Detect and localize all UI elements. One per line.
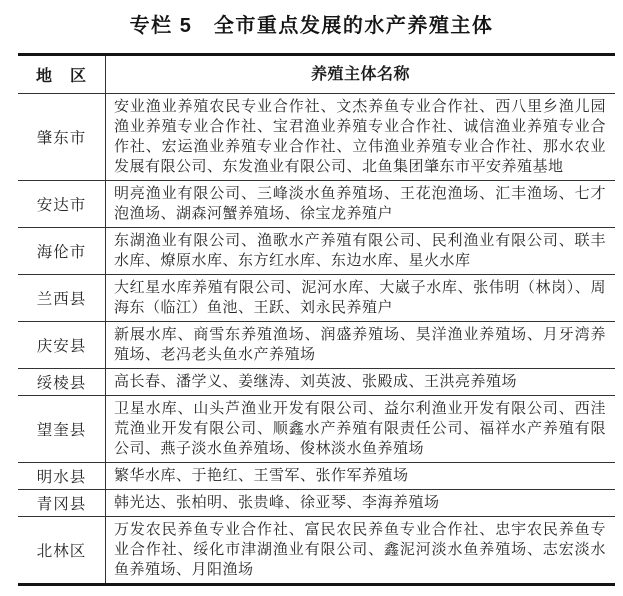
entities-cell: 大红星水库养殖有限公司、泥河水库、大崴子水库、张伟明（林岗）、周海东（临江）鱼池、王跃、刘永民养殖户 <box>114 280 606 316</box>
entities-cell: 繁华水库、于艳红、王雪军、张作军养殖场 <box>114 468 409 484</box>
region-cell: 兰西县 <box>18 275 106 321</box>
region-cell: 海伦市 <box>18 228 106 274</box>
page-title: 专栏 5 全市重点发展的水产养殖主体 <box>129 15 494 37</box>
region-cell: 安达市 <box>18 181 106 227</box>
table-header-row <box>18 56 615 93</box>
table-row-wangkui <box>18 395 615 462</box>
region-cell: 绥棱县 <box>18 369 106 395</box>
table-row-anda <box>18 180 615 227</box>
table-row-qingan <box>18 321 615 368</box>
region-cell: 明水县 <box>18 463 106 489</box>
entities-cell: 万发农民养鱼专业合作社、富民农民养鱼专业合作社、忠宇农民养鱼专业合作社、绥化市津湖渔业有限公司、鑫泥河淡水鱼养殖场、志宏淡水鱼养殖场、月阳渔场 <box>114 522 606 578</box>
table-row-beilin <box>18 516 615 583</box>
entities-cell: 明亮渔业有限公司、三峰淡水鱼养殖场、王花泡渔场、汇丰渔场、七才泡渔场、湖森河蟹养殖场、徐宝龙养殖户 <box>114 186 606 222</box>
entities-cell: 东湖渔业有限公司、渔歌水产养殖有限公司、民利渔业有限公司、联丰水库、燎原水库、东方红水库、东边水库、星火水库 <box>114 233 606 269</box>
region-cell: 青冈县 <box>18 490 106 516</box>
table-row-hailun <box>18 227 615 274</box>
region-cell: 肇东市 <box>18 94 106 180</box>
region-cell: 北林区 <box>18 517 106 583</box>
entities-cell: 韩光达、张柏明、张贵峰、徐亚琴、李海养殖场 <box>114 495 440 511</box>
column-header-entities: 养殖主体名称 <box>310 65 410 83</box>
table-row-zhaodong <box>18 93 615 180</box>
entities-cell: 安业渔业养殖农民专业合作社、文杰养鱼专业合作社、西八里乡渔儿园渔业养殖专业合作社、宝君渔业养殖专业合作社、诚信渔业养殖专业合作社、宏运渔业养殖专业合作社、立伟渔业养殖专业合作社、那水农业发展有限公司、东发渔业有限公司、北鱼集团肇东市平安养殖基地 <box>114 99 606 175</box>
region-cell: 庆安县 <box>18 322 106 368</box>
table-row-lanxi <box>18 274 615 321</box>
entities-cell: 新展水库、商雪东养殖渔场、润盛养殖场、昊洋渔业养殖场、月牙湾养殖场、老冯老头鱼水产养殖场 <box>114 327 606 363</box>
aquaculture-entities-table <box>18 53 615 586</box>
table-row-qinggang <box>18 489 615 516</box>
table-row-mingshui <box>18 462 615 489</box>
entities-cell: 卫星水库、山头芦渔业开发有限公司、益尔利渔业开发有限公司、西洼荒渔业开发有限公司、顺鑫水产养殖有限责任公司、福祥水产养殖有限公司、燕子淡水鱼养殖场、俊林淡水鱼养殖场 <box>114 401 606 457</box>
region-cell: 望奎县 <box>18 396 106 462</box>
entities-cell: 高长春、潘学义、姜继涛、刘英波、张殿成、王洪亮养殖场 <box>114 374 518 390</box>
column-header-region: 地 区 <box>18 56 106 93</box>
table-row-suileng <box>18 368 615 395</box>
